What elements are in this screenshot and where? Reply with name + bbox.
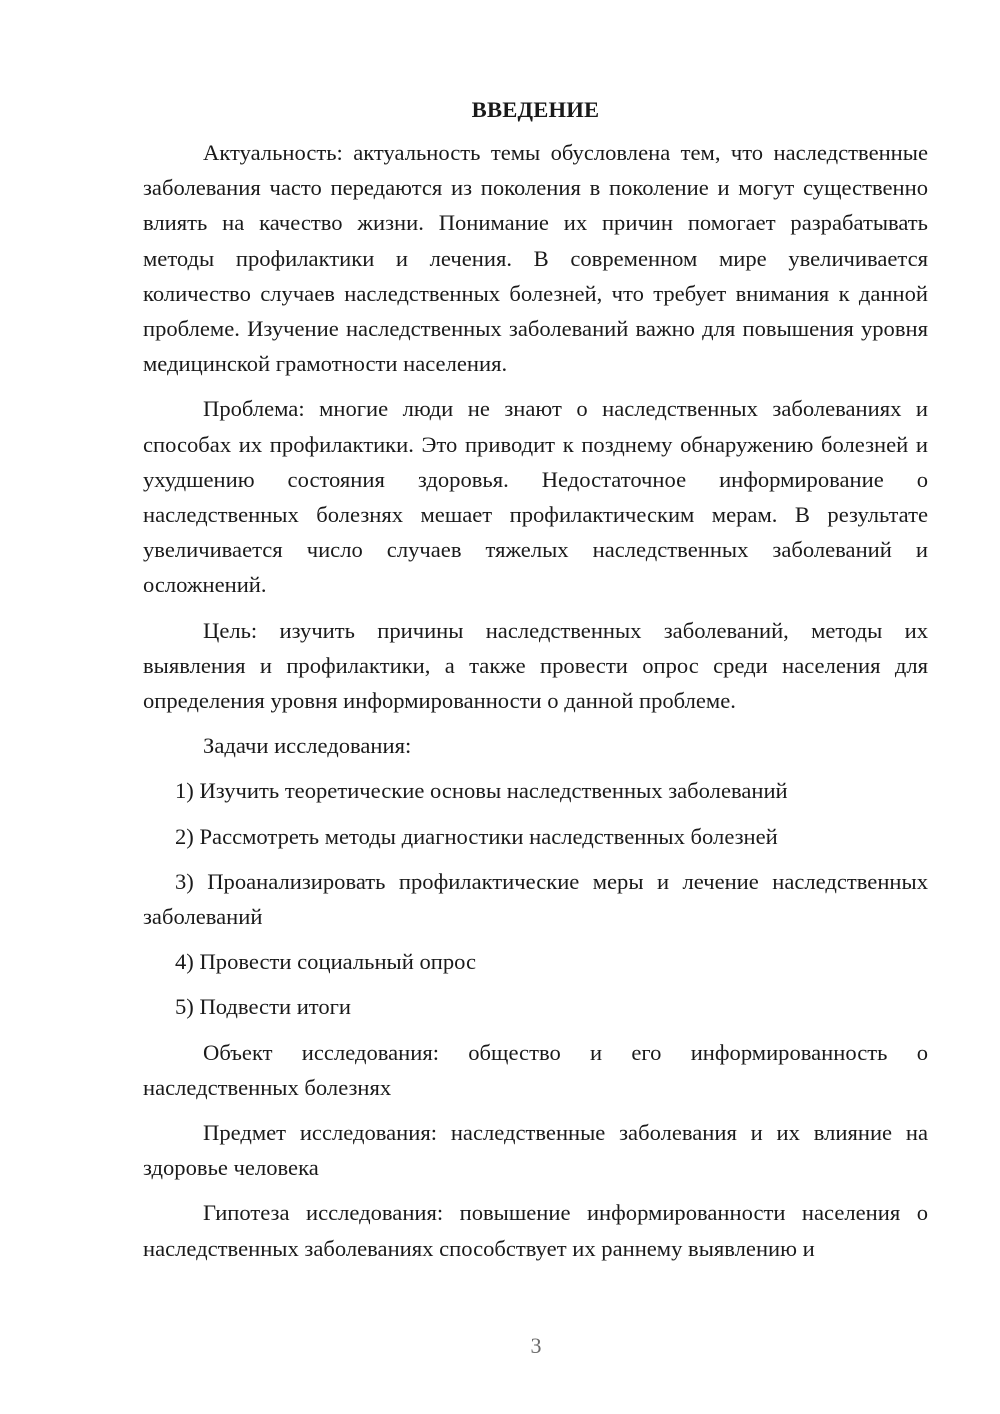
paragraph-object: Объект исследования: общество и его информированность о наследственных болезнях bbox=[143, 1039, 928, 1100]
page-number: 3 bbox=[530, 1333, 542, 1358]
task-item-5: 5) Подвести итоги bbox=[175, 994, 352, 1020]
paragraph-relevance: Актуальность: актуальность темы обусловлена тем, что наследственные заболевания часто передаются из поколения в поколение и могут существенно влиять на качество жизни. Понимание их причин помогает разрабатывать методы профилактики и лечения. В современном мире увеличивается количество случаев наследственных болезней, что требует внимания к данной проблеме. Изучение наследственных заболеваний важно для повышения уровня медицинской грамотности населения. bbox=[143, 140, 928, 377]
paragraph-problem: Проблема: многие люди не знают о наследственных заболеваниях и способах их профилактики. Это приводит к позднему обнаружению болезней и ухудшению состояния здоровья. Недостаточное информирование о наследственных болезнях мешает профилактическим мерам. В результате увеличивается число случаев тяжелых наследственных заболеваний и осложнений. bbox=[143, 396, 928, 598]
paragraph-subject: Предмет исследования: наследственные заболевания и их влияние на здоровье человека bbox=[143, 1120, 928, 1181]
task-item-4: 4) Провести социальный опрос bbox=[175, 949, 477, 975]
task-item-3: 3) Проанализировать профилактические меры и лечение наследственных заболеваний bbox=[143, 868, 928, 930]
section-heading: ВВЕДЕНИЕ bbox=[471, 97, 600, 122]
paragraph-hypothesis: Гипотеза исследования: повышение информированности населения о наследственных заболеваниях способствует их раннему выявлению и bbox=[143, 1200, 928, 1261]
task-item-2: 2) Рассмотреть методы диагностики наследственных болезней bbox=[175, 823, 778, 849]
page-content bbox=[143, 90, 928, 1266]
paragraph-goal: Цель: изучить причины наследственных заболеваний, методы их выявления и профилактики, а также провести опрос среди населения для определения уровня информированности о данной проблеме. bbox=[143, 617, 928, 714]
task-item-1: 1) Изучить теоретические основы наследственных заболеваний bbox=[175, 778, 788, 804]
tasks-title: Задачи исследования: bbox=[203, 733, 412, 759]
